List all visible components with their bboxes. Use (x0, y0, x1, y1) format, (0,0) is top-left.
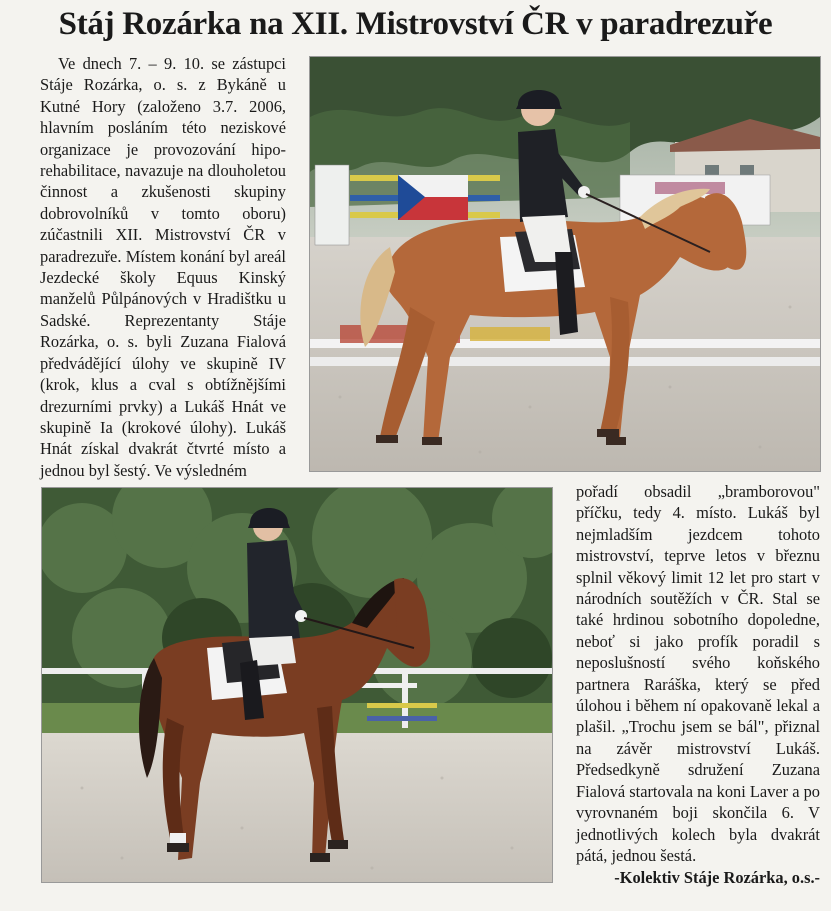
article-body-right-column (576, 481, 820, 889)
article-body-left-column (40, 53, 286, 481)
article-paragraph-right: pořadí obsadil „bramborovou" příčku, tedy 4. místo. Lukáš byl nejmladším jezdcem tohoto mistrovství, teprve letos v březnu splnil věkový limit 12 let pro start v národních soutěžích v ČR. Stal se také hrdinou sobotního dopoledne, neboť si jako profík poradil s neposlušností svého koňského partnera Raráška, který se před úlohou i během ní opakovaně lekal a plašil. „Trochu jsem se bál", přiznal na závěr mistrovství Lukáš. Předsedkyně sdružení Zuzana Fialová startovala na koni Laver a po vyrovnaném boji skončila 6. V jednotlivých kolech byla dvakrát pátá, jednou šestá. (576, 482, 820, 865)
photo-rider-on-bay-horse (41, 487, 553, 883)
photo-rider-on-chestnut-pony (309, 56, 821, 472)
article-headline: Stáj Rozárka na XII. Mistrovství ČR v paradrezuře (58, 6, 773, 42)
article-paragraph-left: Ve dnech 7. – 9. 10. se zástupci Stáje Rozárka, o. s. z Bykáně u Kutné Hory (založeno 3.7. 2006, hlavním posláním této neziskové organizace je provozování hipo-rehabilitace, navazuje na dlouholetou činnost a zkušenosti skupiny dobrovolníků v tomto oboru) zúčastnili XII. Mistrovství ČR v paradrezuře. Místem konání byl areál Jezdecké školy Equus Kinský manželů Půlpánových v Hradištku u Sadské. Reprezentanty Stáje Rozárka, o. s. byli Zuzana Fialová předvádějící úlohy ve skupině IV (krok, klus a cval s obtížnějšími drezurními prvky) a Lukáš Hnát ve skupině Ia (krokové úlohy). Lukáš Hnát získal dvakrát čtvrté místo a jednou byl šestý. Ve výsledném (40, 54, 286, 480)
article-signature: -Kolektiv Stáje Rozárka, o.s.- (614, 868, 820, 888)
